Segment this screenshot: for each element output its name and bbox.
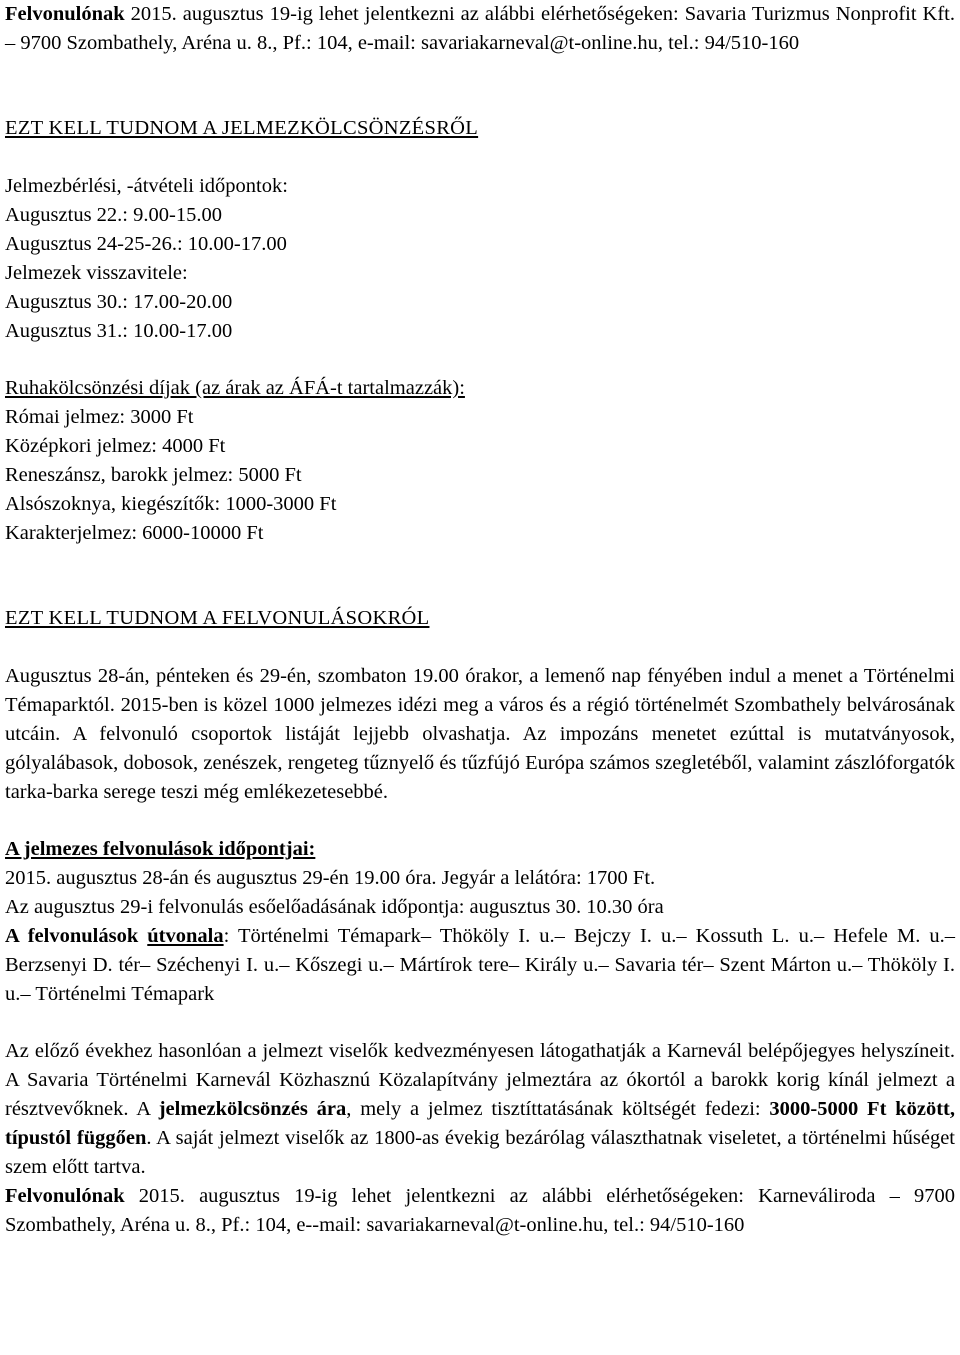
return-title: Jelmezek visszavitele:: [5, 262, 188, 284]
fee-item: Alsószoknya, kiegészítők: 1000-3000 Ft: [5, 493, 337, 515]
fee-item: Reneszánsz, barokk jelmez: 5000 Ft: [5, 464, 302, 486]
spacer: [5, 58, 955, 114]
spacer: [5, 807, 955, 835]
intro-paragraph: [5, 0, 955, 58]
fee-item: Középkori jelmez: 4000 Ft: [5, 435, 226, 457]
parade-times-line-1: 2015. augusztus 28-án és augusztus 29-én 19.00 óra. Jegyár a lelátóra: 1700 Ft.: [5, 867, 656, 889]
spacer: [5, 143, 955, 172]
intro-text: 2015. augusztus 19-ig lehet jelentkezni az alábbi elérhetőségeken: Savaria Turizmus Nonprofit Kft. – 9700 Szombathely, Aréna u. 8., Pf.: 104, e-mail: savariakarneval@t-online.hu, tel.: 94/510-160: [5, 3, 955, 54]
return-time-2: Augusztus 31.: 10.00-17.00: [5, 320, 233, 342]
spacer: [5, 548, 955, 604]
fees-title: Ruhakölcsönzési díjak (az árak az ÁFÁ-t tartalmazzák):: [5, 377, 465, 399]
parade-times-line-2: Az augusztus 29-i felvonulás esőelőadásának időpontja: augusztus 30. 10.30 óra: [5, 896, 664, 918]
costume-heading: EZT KELL TUDNOM A JELMEZKÖLCSÖNZÉSRŐL: [5, 117, 479, 139]
closing-paragraph-1: [5, 1037, 955, 1182]
closing-text-c: . A saját jelmezt viselők az 1800-as évekig bezárólag választhatnak viseletet, a történelmi hűséget szem előtt tartva.: [5, 1127, 955, 1178]
closing-bold-price: jelmezkölcsönzés ára: [158, 1098, 347, 1120]
spacer: [5, 633, 955, 662]
closing-paragraph-2: [5, 1182, 955, 1240]
return-time-1: Augusztus 30.: 17.00-20.00: [5, 291, 233, 313]
route-text: : Történelmi Témapark– Thököly I. u.– Bejczy I. u.– Kossuth L. u.– Hefele M. u.– Berzsenyi D. tér– Széchenyi I. u.– Kőszegi u.– Mártírok tere– Király u.– Savaria tér– Szent Márton u.– Thököly I. u.– Történelmi Témapark: [5, 925, 955, 1005]
spacer: [5, 346, 955, 374]
closing-text-a: Az előző évekhez hasonlóan a jelmezt viselők kedvezményesen látogathatják a Karnevál belépőjegyes helyszíneit. A Savaria Történelmi Karnevál Közhasznú Közalapítvány jelmeztára az ókortól a barokk korig kínál jelmezt a résztvevőknek. A: [5, 1040, 955, 1120]
rental-time-1: Augusztus 22.: 9.00-15.00: [5, 204, 222, 226]
rental-time-2: Augusztus 24-25-26.: 10.00-17.00: [5, 233, 287, 255]
closing-text-b: , mely a jelmez tisztíttatásának költségét fedezi:: [346, 1098, 770, 1120]
rental-title: Jelmezbérlési, -átvételi időpontok:: [5, 175, 288, 197]
parade-paragraph: Augusztus 28-án, pénteken és 29-én, szombaton 19.00 órakor, a lemenő nap fényében indul a menet a Történelmi Témaparktól. 2015-ben is közel 1000 jelmezes idézi meg a város és a régió történelmét Szombathely belvárosának utcáin. A felvonuló csoportok listáját lejjebb olvashatja. Az impozáns menetet ezúttal is mutatványosok, gólyalábasok, dobosok, zenészek, rengeteg tűznyelő és tűzfújó Európa számos szegletéből, valamint zászlóforgatók tarka-barka serege teszi még emlékezetesebbé.: [5, 665, 955, 803]
parade-route: [5, 922, 955, 1009]
closing-bold-range: 3000-5000 Ft között, típustól függően: [5, 1098, 955, 1149]
closing-bold-lead: Felvonulónak: [5, 1185, 125, 1207]
fee-item: Római jelmez: 3000 Ft: [5, 406, 194, 428]
parade-times-title: A jelmezes felvonulások időpontjai:: [5, 838, 316, 860]
closing-contact-text: 2015. augusztus 19-ig lehet jelentkezni az alábbi elérhetőségeken: Karneváliroda – 9700 Szombathely, Aréna u. 8., Pf.: 104, e--mail: savariakarneval@t-online.hu, tel.: 94/510-160: [5, 1185, 955, 1236]
intro-bold-lead: Felvonulónak: [5, 3, 125, 25]
route-label-a: A felvonulások: [5, 925, 148, 947]
parade-heading: EZT KELL TUDNOM A FELVONULÁSOKRÓL: [5, 607, 430, 629]
spacer: [5, 1009, 955, 1037]
route-label-b: útvonala: [147, 925, 224, 947]
fee-item: Karakterjelmez: 6000-10000 Ft: [5, 522, 264, 544]
